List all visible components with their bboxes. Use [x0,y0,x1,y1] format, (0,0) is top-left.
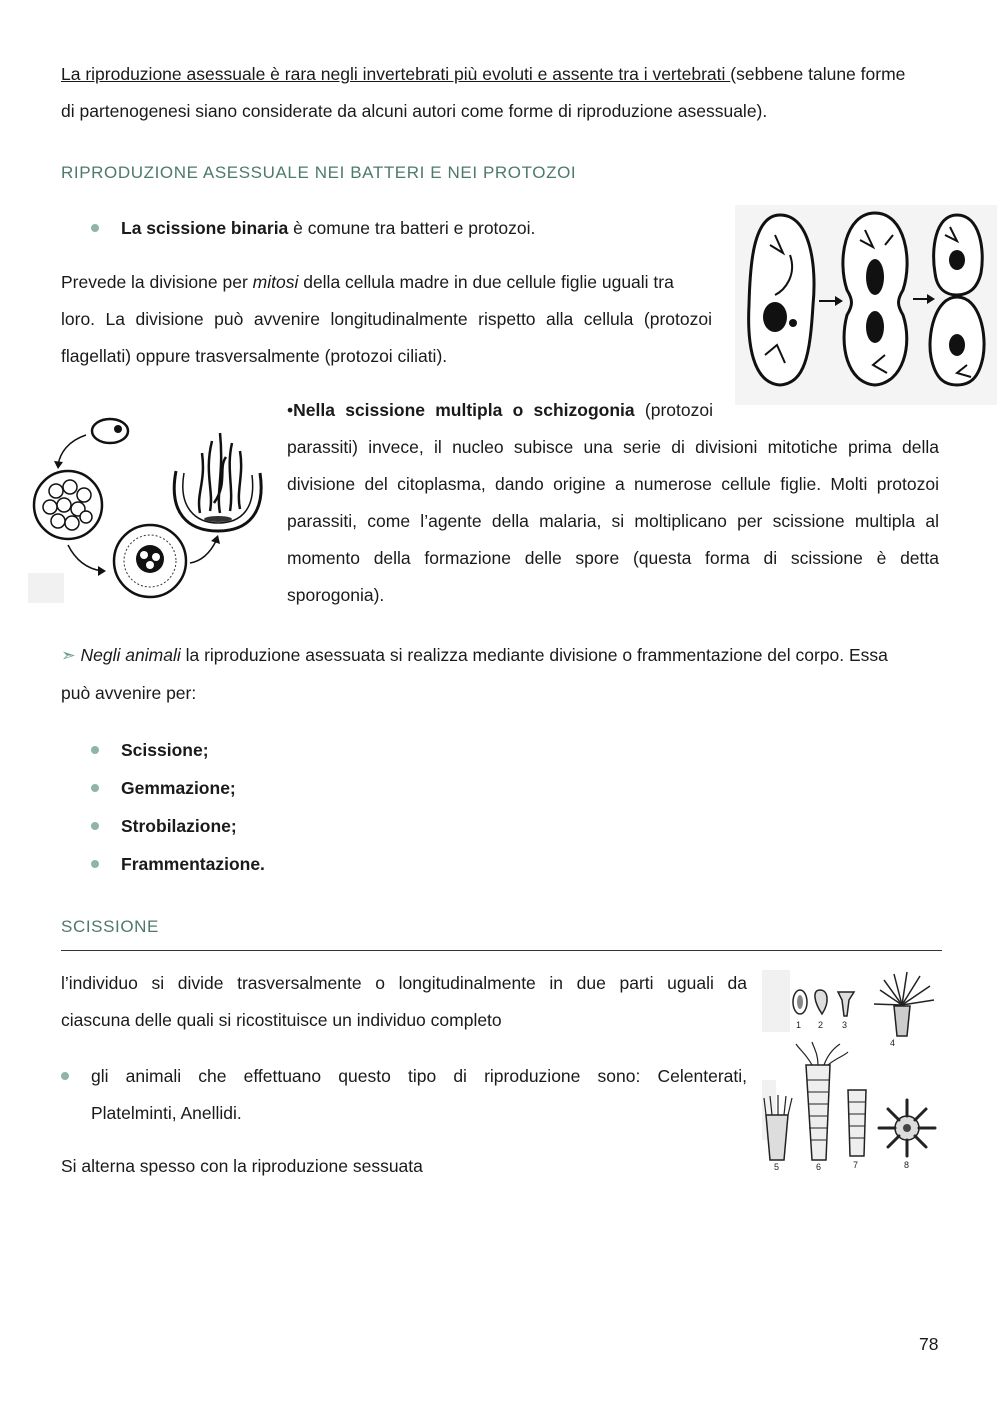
figure-label: 2 [818,1020,824,1030]
figure-label: 8 [904,1160,910,1170]
bullet-dot [91,822,99,830]
intro-underlined-text: La riproduzione asessuale è rara negli invertebrati più evoluti e assente tra i vertebrati [61,64,731,84]
scissione-paragraph-line-2: ciascuna delle quali si ricostituisce un individuo completo [61,1010,502,1030]
figure-label: 5 [774,1162,780,1172]
list-item-scissione [121,738,209,762]
intro-rest-text: (sebbene talune forme [730,64,906,84]
list-item-label: Gemmazione; [121,778,236,798]
scissione-closing-line: Si alterna spesso con la riproduzione sessuata [61,1156,423,1176]
binary-fission-rest: è comune tra batteri e protozoi. [288,218,536,238]
text-run: (protozoi [634,400,713,420]
list-item-gemmazione [121,776,236,800]
mitosi-italic: mitosi [252,272,299,292]
multiple-fission-line-4: parassiti, come l’agente della malaria, si moltiplicano per scissione multipla al [287,511,939,531]
figure-label: 1 [796,1020,802,1030]
binary-paragraph-line-2: loro. La divisione può avvenire longitudinalmente rispetto alla cellula (protozoi [61,309,712,329]
page-number: 78 [919,1334,939,1354]
figure-label: 6 [816,1162,822,1172]
figure-label: 4 [890,1038,896,1048]
list-item-strobilazione [121,814,237,838]
text-run: la riproduzione asessuata si realizza mediante divisione o frammentazione del corpo. Essa [180,645,888,665]
section-heading-protozoi: RIPRODUZIONE ASESSUALE NEI BATTERI E NEI PROTOZOI [61,163,577,182]
section-divider [61,950,942,951]
schizogony-cycle-illustration [28,413,273,605]
list-item-label: Frammentazione. [121,854,265,874]
list-item-frammentazione [121,852,265,876]
intro-line-2: di partenogenesi siano considerate da alcuni autori come forme di riproduzione asessuale). [61,101,768,121]
figure-labels [762,970,952,1175]
bullet-glyph: • [287,400,294,420]
multiple-fission-line-3: divisione del citoplasma, dando origine a numerose cellule figlie. Molti protozoi [287,474,939,494]
multiple-fission-line-5: momento della formazione delle spore (questa forma di scissione è detta [287,548,939,568]
binary-fission-item [121,216,535,240]
intro-line-1 [61,62,905,86]
scissione-paragraph-line-1: l’individuo si divide trasversalmente o longitudinalmente in due parti uguali da [61,973,747,993]
list-item-label: Strobilazione; [121,816,237,836]
bullet-dot [91,860,99,868]
multiple-fission-line-1 [287,398,713,422]
list-item-label: Scissione; [121,740,209,760]
paramecium-fission-illustration [735,205,997,405]
bullet-dot [91,224,99,232]
section-heading-scissione: SCISSIONE [61,917,159,936]
animals-line-2: può avvenire per: [61,683,197,703]
multiple-fission-line-6: sporogonia). [287,585,385,605]
binary-fission-bold: La scissione binaria [121,218,289,238]
arrow-bullet-icon: ➣ [61,645,76,665]
scissione-bullet-line-1: gli animali che effettuano questo tipo di riproduzione sono: Celenterati, [91,1066,747,1086]
text-run: Prevede la divisione per [61,272,253,292]
scissione-bullet-line-2: Platelminti, Anellidi. [91,1103,242,1123]
bullet-dot [91,784,99,792]
bullet-dot [61,1072,69,1080]
multiple-fission-line-2: parassiti) invece, il nucleo subisce una serie di divisioni mitotiche prima della [287,437,939,457]
figure-label: 7 [853,1160,859,1170]
text-run: della cellula madre in due cellule figlie uguali tra [298,272,674,292]
animals-italic: Negli animali [80,645,181,665]
binary-paragraph-line-3: flagellati) oppure trasversalmente (protozoi ciliati). [61,346,448,366]
animals-line-1 [61,643,888,667]
figure-label: 3 [842,1020,848,1030]
multiple-fission-bold: Nella scissione multipla o schizogonia [293,400,635,420]
binary-paragraph-line-1 [61,270,674,294]
bullet-dot [91,746,99,754]
